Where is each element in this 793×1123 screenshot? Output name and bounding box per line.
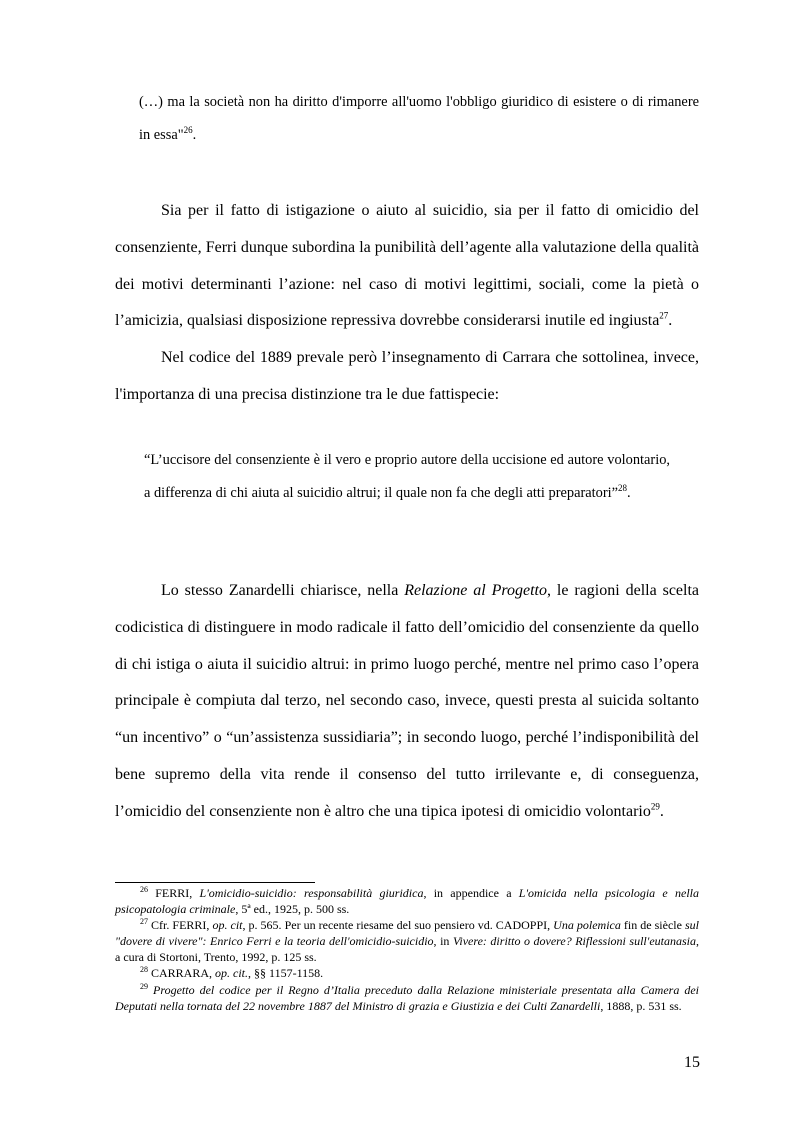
quote-text: “L’uccisore del consenziente è il vero e proprio autore della uccisione ed autore volontario, a differenza di chi aiuta al suicidio altrui; il quale non fa che degli atti preparatori” — [144, 452, 670, 501]
page-number: 15 — [684, 1054, 700, 1071]
block-quote-ferri: (…) ma la società non ha diritto d'imporre all'uomo l'obbligo giuridico di esistere o di rimanere in essa"$^{26}$. — [139, 94, 699, 143]
footnote-28: $^{28}$ CARRARA, op. cit., §§ 1157-1158. — [140, 965, 324, 981]
body-text — [115, 193, 699, 414]
footnote-ref-27[interactable]: 27 — [659, 311, 669, 322]
paragraph-codice-1889: Nel codice del 1889 prevale però l’insegnamento di Carrara che sottolinea, invece, l'importanza di una precisa distinzione tra le due fattispecie: — [115, 349, 699, 403]
work-title: Relazione al Progetto — [404, 582, 547, 599]
body-text-zanardelli — [115, 573, 699, 831]
footnote-27: $^{27}$ Cfr. FERRI, op. cit, p. 565. Per un recente riesame del suo pensiero vd. CADOPPI, Una polemica fin de siècle sul "dovere di vivere": Enrico Ferri e la teoria dell'omicidio-suicidio, in Vivere: diritto o dovere? Riflessioni sull'eutanasia, a cura di Stortoni, Trento, 1992, p. 125 ss. — [115, 917, 699, 965]
footnote-26: $^{26}$ FERRI, L'omicidio-suicidio: responsabilità giuridica, in appendice a L'omicida nella psicologia e nella psicopatologia criminale, 5ª ed., 1925, p. 500 ss. — [115, 885, 699, 917]
footnote-ref-26[interactable]: 26 — [183, 124, 193, 135]
footnotes — [115, 885, 699, 1014]
paragraph-ferri-motives: Sia per il fatto di istigazione o aiuto al suicidio, sia per il fatto di omicidio del consenziente, Ferri dunque subordina la punibilità dell’agente alla valutazione della qualità dei motivi determinanti l’azione: nel caso di motivi legittimi, sociali, come la pietà o l’amicizia, qualsiasi disposizione repressiva dovrebbe considerarsi inutile ed ingiusta$^{27}$. — [115, 202, 699, 330]
block-quote-carrara: “L’uccisore del consenziente è il vero e proprio autore della uccisione ed autore volontario, a differenza di chi aiuta al suicidio altrui; il quale non fa che degli atti preparatori”$^{28}$. — [144, 452, 670, 501]
footnote-ref-29[interactable]: 29 — [650, 801, 660, 812]
paragraph-zanardelli: Lo stesso Zanardelli chiarisce, nella Relazione al Progetto, le ragioni della scelta codicistica di distinguere in modo radicale il fatto dell’omicidio del consenziente da quello di chi istiga o aiuta il suicidio altrui: in primo luogo perché, mentre nel primo caso l’opera principale è compiuta dal terzo, nel secondo caso, invece, questi presta al suicida soltanto “un incentivo” o “un’assistenza sussidiaria”; in secondo luogo, perché l’indisponibilità del bene supremo della vita rende il consenso del tutto irrilevante e, di conseguenza, l’omicidio del consenziente non è altro che una tipica ipotesi di omicidio volontario$^{29}$. — [115, 582, 700, 820]
quote-text: (…) ma la società non ha diritto d'imporre all'uomo l'obbligo giuridico di esistere o di rimanere in essa" — [139, 94, 699, 143]
footnote-29: $^{29}$ Progetto del codice per il Regno d’Italia preceduto dalla Relazione ministeriale presentata alla Camera dei Deputati nella tornata del 22 novembre 1887 del Ministro di grazia e Giustizia e dei Culti Zanardelli, 1888, p. 531 ss. — [115, 981, 700, 1013]
footnote-separator — [115, 882, 315, 883]
footnote-ref-28[interactable]: 28 — [618, 482, 628, 493]
